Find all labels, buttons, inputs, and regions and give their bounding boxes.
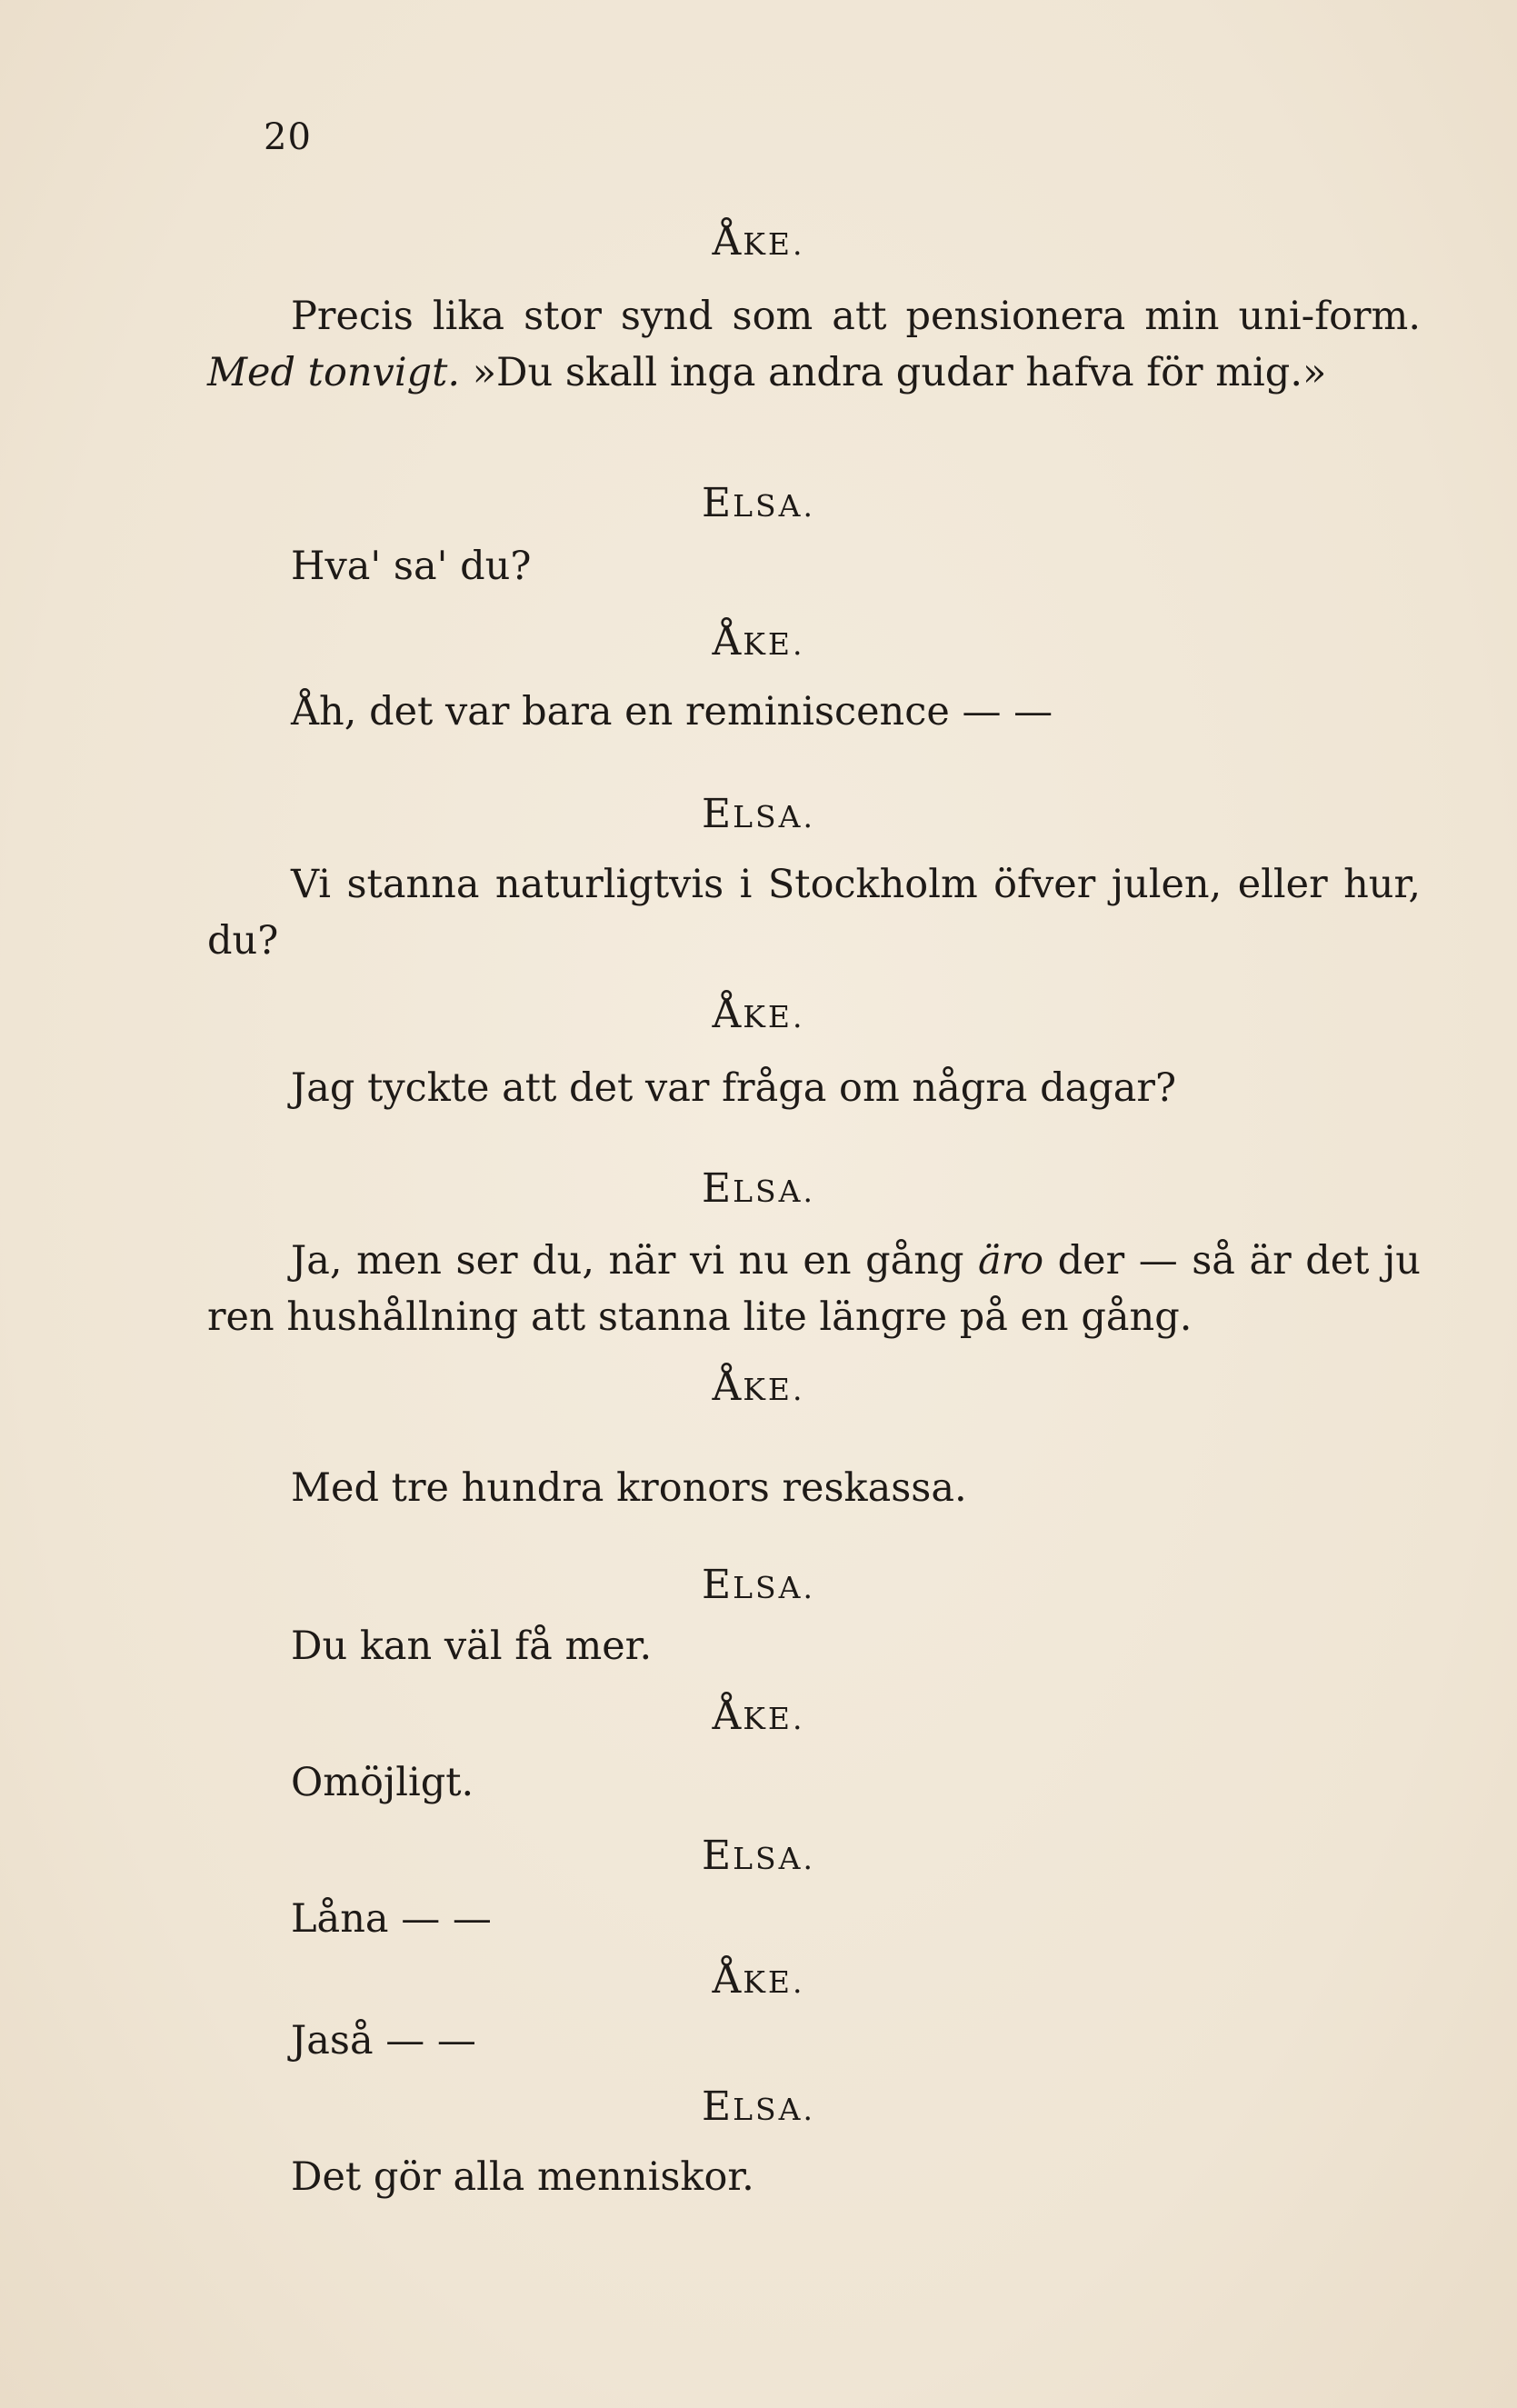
speaker-label: [0, 1833, 1517, 1879]
speaker-initial: Å: [712, 1956, 744, 2003]
speaker-label: [0, 991, 1517, 1037]
dialogue-line: [207, 1060, 1421, 1116]
speaker-rest: LSA.: [733, 1841, 815, 1876]
speaker-initial: E: [702, 791, 734, 837]
dialogue-line: [207, 288, 1421, 401]
dialogue-text: Omöjligt.: [291, 1760, 474, 1805]
dialogue-text: Ja, men ser du, när vi nu en gång: [291, 1238, 964, 1284]
dialogue-line: [207, 856, 1421, 969]
dialogue-line: [207, 684, 1421, 740]
speaker-initial: E: [702, 1165, 734, 1212]
speaker-label: [0, 1165, 1517, 1212]
speaker-label: [0, 1956, 1517, 2003]
dialogue-line: [207, 1754, 1421, 1811]
speaker-rest: LSA.: [733, 2092, 815, 2127]
speaker-label: [0, 1364, 1517, 1410]
speaker-rest: KE.: [743, 1964, 805, 2000]
speaker-label: [0, 1693, 1517, 1739]
speaker-rest: LSA.: [733, 1174, 815, 1209]
speaker-label: [0, 618, 1517, 664]
speaker-label: [0, 791, 1517, 837]
dialogue-text: Jaså — —: [291, 2018, 476, 2063]
dialogue-line: [207, 2149, 1421, 2205]
dialogue-text: Du kan väl få mer.: [291, 1624, 653, 1669]
dialogue-line: [207, 1891, 1421, 1947]
dialogue-text: Det gör alla menniskor.: [291, 2154, 754, 2200]
dialogue-text: der — så är det ju ren hushållning att stanna lite längre på en gång.: [207, 1238, 1422, 1340]
dialogue-text: Hva' sa' du?: [291, 544, 532, 589]
speaker-rest: KE.: [743, 226, 805, 262]
speaker-label: [0, 1562, 1517, 1608]
dialogue-text: Precis lika stor synd som att pensionera min uni-form.: [291, 294, 1421, 339]
speaker-label: [0, 218, 1517, 265]
speaker-initial: E: [702, 480, 734, 526]
speaker-rest: KE.: [743, 1372, 805, 1407]
page-number: 20: [264, 116, 312, 158]
speaker-initial: Å: [712, 991, 744, 1037]
stage-direction: Med tonvigt.: [207, 350, 461, 395]
speaker-rest: KE.: [743, 999, 805, 1034]
speaker-initial: E: [702, 2083, 734, 2130]
speaker-initial: Å: [712, 618, 744, 664]
dialogue-text: Åh, det var bara en reminiscence — —: [291, 689, 1053, 734]
dialogue-line: [207, 2013, 1421, 2069]
dialogue-text: »Du skall inga andra gudar hafva för mig.»: [472, 350, 1327, 395]
speaker-initial: E: [702, 1562, 734, 1608]
speaker-initial: E: [702, 1833, 734, 1879]
speaker-initial: Å: [712, 218, 744, 265]
dialogue-text: Med tre hundra kronors reskassa.: [291, 1465, 967, 1511]
dialogue-line: [207, 1618, 1421, 1674]
speaker-rest: KE.: [743, 626, 805, 662]
speaker-label: [0, 2083, 1517, 2130]
speaker-rest: KE.: [743, 1701, 805, 1736]
dialogue-text: Jag tyckte att det var fråga om några dagar?: [291, 1065, 1177, 1111]
speaker-rest: LSA.: [733, 488, 815, 524]
dialogue-text: Vi stanna naturligtvis i Stockholm öfver julen, eller hur, du?: [207, 862, 1421, 964]
speaker-initial: Å: [712, 1364, 744, 1410]
dialogue-line: [207, 1460, 1421, 1516]
dialogue-line: [207, 538, 1421, 595]
speaker-rest: LSA.: [733, 1570, 815, 1605]
speaker-label: [0, 480, 1517, 526]
speaker-initial: Å: [712, 1693, 744, 1739]
speaker-rest: LSA.: [733, 799, 815, 834]
dialogue-text: Låna — —: [291, 1896, 492, 1942]
dialogue-line: [207, 1233, 1421, 1345]
emphasis-text: äro: [978, 1238, 1044, 1284]
